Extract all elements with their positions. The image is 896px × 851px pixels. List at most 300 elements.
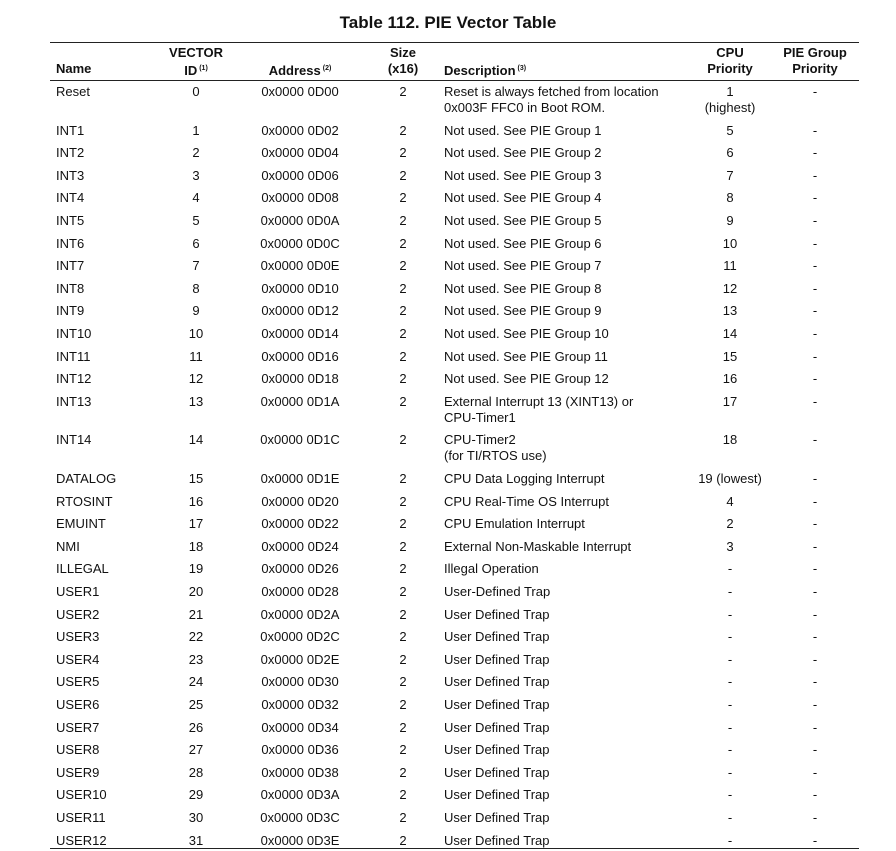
cell-cpu-priority-line: 18 bbox=[722, 432, 738, 448]
cell-pie-priority: - bbox=[812, 213, 818, 228]
cell-description bbox=[444, 281, 684, 297]
cell-address: 0x0000 0D14 bbox=[261, 326, 339, 341]
cell-description bbox=[444, 371, 684, 387]
cell-cpu-priority bbox=[680, 123, 780, 139]
cell-size: 2 bbox=[399, 190, 407, 206]
cell-description bbox=[444, 584, 684, 600]
header-size-line1: Size bbox=[389, 45, 416, 60]
cell-pie-priority: - bbox=[812, 764, 818, 780]
cell-description-line: CPU-Timer1 bbox=[444, 409, 516, 425]
cell-name: INT4 bbox=[56, 190, 85, 206]
cell-cpu-priority-line: - bbox=[727, 697, 733, 712]
cell-size: 2 bbox=[399, 471, 407, 486]
cell-name: INT9 bbox=[56, 303, 85, 319]
cell-description bbox=[444, 674, 684, 690]
cell-size: 2 bbox=[399, 213, 407, 228]
cell-description bbox=[444, 629, 684, 645]
cell-cpu-priority-line: - bbox=[727, 651, 733, 667]
cell-description bbox=[444, 168, 684, 184]
cell-pie-priority: - bbox=[812, 235, 818, 251]
cell-vector-id: 8 bbox=[192, 280, 200, 296]
cell-vector-id: 3 bbox=[192, 167, 200, 183]
cell-cpu-priority bbox=[680, 236, 780, 252]
cell-pie-priority: - bbox=[812, 258, 818, 274]
cell-pie-priority: - bbox=[812, 84, 818, 99]
cell-pie-priority: - bbox=[812, 167, 818, 183]
cell-vector-id: 4 bbox=[192, 190, 200, 206]
cell-address: 0x0000 0D2E bbox=[260, 651, 340, 667]
cell-cpu-priority-line: - bbox=[727, 742, 733, 758]
cell-description bbox=[444, 258, 684, 274]
cell-description-line: User Defined Trap bbox=[444, 742, 550, 758]
cell-cpu-priority bbox=[680, 607, 780, 623]
cell-cpu-priority-line: 11 bbox=[723, 258, 737, 274]
cell-address: 0x0000 0D26 bbox=[261, 561, 339, 577]
cell-description-line: CPU Emulation Interrupt bbox=[444, 516, 585, 532]
cell-cpu-priority-line: - bbox=[727, 832, 733, 848]
cell-name: USER11 bbox=[56, 810, 106, 825]
table-bottom-rule bbox=[50, 848, 859, 849]
cell-cpu-priority bbox=[680, 349, 780, 365]
cell-name: INT6 bbox=[56, 235, 85, 251]
cell-cpu-priority-line: 7 bbox=[726, 167, 734, 183]
cell-cpu-priority bbox=[680, 168, 780, 184]
cell-address: 0x0000 0D38 bbox=[261, 764, 339, 780]
cell-size: 2 bbox=[399, 122, 407, 138]
cell-cpu-priority-line: 12 bbox=[722, 280, 738, 296]
cell-description bbox=[444, 236, 684, 252]
cell-cpu-priority-line: 19 (lowest) bbox=[698, 471, 762, 486]
cell-size: 2 bbox=[399, 326, 407, 341]
cell-size: 2 bbox=[399, 235, 407, 251]
cell-cpu-priority bbox=[680, 494, 780, 510]
cell-description-line: Not used. See PIE Group 7 bbox=[444, 258, 602, 274]
cell-vector-id: 13 bbox=[188, 393, 204, 409]
cell-description-line: Not used. See PIE Group 9 bbox=[444, 303, 602, 319]
cell-vector-id: 25 bbox=[188, 697, 204, 712]
cell-description bbox=[444, 123, 684, 139]
cell-vector-id: 1 bbox=[192, 122, 200, 138]
cell-pie-priority: - bbox=[812, 393, 818, 409]
cell-name: EMUINT bbox=[56, 516, 106, 532]
cell-size: 2 bbox=[399, 606, 407, 622]
cell-size: 2 bbox=[399, 303, 407, 319]
cell-vector-id: 31 bbox=[188, 832, 204, 848]
cell-description-line: 0x003F FFC0 in Boot ROM. bbox=[444, 100, 606, 115]
header-pie-line1: PIE Group bbox=[783, 45, 847, 60]
cell-pie-priority: - bbox=[812, 516, 818, 532]
cell-pie-priority: - bbox=[812, 493, 818, 509]
cell-address: 0x0000 0D0C bbox=[260, 235, 340, 251]
cell-pie-priority: - bbox=[812, 326, 818, 341]
cell-description bbox=[444, 787, 684, 803]
cell-cpu-priority-line: 8 bbox=[726, 190, 734, 206]
cell-pie-priority: - bbox=[812, 651, 818, 667]
cell-vector-id: 26 bbox=[188, 719, 204, 735]
cell-pie-priority: - bbox=[812, 371, 818, 387]
cell-description-line: External Interrupt 13 (XINT13) or bbox=[444, 393, 634, 409]
cell-vector-id: 19 bbox=[188, 561, 204, 577]
cell-address: 0x0000 0D3C bbox=[260, 810, 340, 825]
cell-vector-id: 9 bbox=[192, 303, 200, 319]
cell-description-line: Not used. See PIE Group 5 bbox=[444, 213, 602, 228]
cell-cpu-priority-line: - bbox=[727, 719, 733, 735]
cell-description-line: External Non-Maskable Interrupt bbox=[444, 538, 632, 554]
cell-vector-id: 2 bbox=[192, 145, 200, 161]
cell-name: INT13 bbox=[56, 393, 92, 409]
footnote-ref-2: (2) bbox=[322, 65, 332, 72]
cell-name: RTOSINT bbox=[56, 493, 113, 509]
cell-size: 2 bbox=[399, 584, 407, 599]
footnote-ref-1: (1) bbox=[199, 65, 208, 72]
cell-size: 2 bbox=[399, 810, 407, 825]
cell-name: ILLEGAL bbox=[56, 561, 109, 577]
cell-size: 2 bbox=[399, 145, 407, 161]
cell-cpu-priority bbox=[680, 561, 780, 577]
cell-cpu-priority-line: 6 bbox=[726, 145, 734, 161]
cell-description-line: User-Defined Trap bbox=[444, 584, 551, 599]
cell-description-line: User Defined Trap bbox=[444, 606, 550, 622]
cell-pie-priority: - bbox=[812, 432, 818, 448]
cell-address: 0x0000 0D1C bbox=[260, 432, 340, 448]
cell-pie-priority: - bbox=[812, 190, 818, 206]
cell-vector-id: 15 bbox=[188, 471, 204, 486]
cell-cpu-priority-line: 9 bbox=[726, 213, 734, 228]
cell-cpu-priority-line: 4 bbox=[726, 493, 734, 509]
cell-name: USER7 bbox=[56, 719, 100, 735]
cell-cpu-priority bbox=[680, 810, 780, 826]
cell-description bbox=[444, 303, 684, 319]
cell-name: INT3 bbox=[56, 167, 85, 183]
cell-description bbox=[444, 561, 684, 577]
cell-cpu-priority bbox=[680, 326, 780, 342]
cell-pie-priority: - bbox=[812, 832, 818, 848]
cell-cpu-priority bbox=[680, 787, 780, 803]
header-name-label: Name bbox=[56, 61, 92, 76]
cell-vector-id: 28 bbox=[188, 764, 204, 780]
cell-name: USER2 bbox=[56, 606, 100, 622]
cell-cpu-priority-line: - bbox=[727, 787, 733, 803]
cell-address: 0x0000 0D10 bbox=[261, 280, 339, 296]
cell-description-line: Not used. See PIE Group 2 bbox=[444, 145, 602, 161]
cell-cpu-priority-line: 15 bbox=[722, 348, 738, 364]
cell-address: 0x0000 0D28 bbox=[261, 584, 339, 599]
cell-vector-id: 11 bbox=[189, 348, 203, 364]
cell-cpu-priority-line: - bbox=[727, 674, 733, 690]
cell-size: 2 bbox=[399, 787, 407, 803]
cell-cpu-priority bbox=[680, 432, 780, 448]
cell-description-line: Not used. See PIE Group 8 bbox=[444, 280, 602, 296]
cell-size: 2 bbox=[399, 516, 407, 532]
cell-name: USER6 bbox=[56, 697, 100, 712]
cell-vector-id: 27 bbox=[188, 742, 204, 758]
cell-description bbox=[444, 697, 684, 713]
cell-description bbox=[444, 652, 684, 668]
cell-vector-id: 20 bbox=[188, 584, 204, 599]
cell-cpu-priority-line: - bbox=[727, 606, 733, 622]
cell-address: 0x0000 0D0E bbox=[260, 258, 340, 274]
cell-description bbox=[444, 349, 684, 365]
cell-name: INT5 bbox=[56, 213, 85, 228]
cell-cpu-priority bbox=[680, 281, 780, 297]
cell-size: 2 bbox=[399, 432, 407, 448]
cell-description bbox=[444, 607, 684, 623]
cell-description bbox=[444, 84, 684, 116]
footnote-ref-3: (3) bbox=[517, 65, 527, 72]
cell-address: 0x0000 0D06 bbox=[261, 167, 339, 183]
cell-name: USER1 bbox=[56, 584, 100, 599]
cell-cpu-priority-line: 3 bbox=[726, 538, 734, 554]
cell-description-line: User Defined Trap bbox=[444, 810, 550, 825]
cell-vector-id: 14 bbox=[188, 432, 204, 448]
cell-vector-id: 12 bbox=[188, 371, 204, 387]
cell-address: 0x0000 0D16 bbox=[261, 348, 339, 364]
cell-description bbox=[444, 213, 684, 229]
cell-description bbox=[444, 190, 684, 206]
cell-size: 2 bbox=[399, 167, 407, 183]
cell-pie-priority: - bbox=[812, 145, 818, 161]
cell-cpu-priority-line: 5 bbox=[726, 122, 734, 138]
cell-cpu-priority-line: (highest) bbox=[704, 100, 756, 115]
header-description: Description $^{(3)}$ bbox=[444, 63, 527, 78]
cell-description-line: Not used. See PIE Group 10 bbox=[444, 326, 609, 341]
cell-pie-priority: - bbox=[812, 584, 818, 599]
cell-pie-priority: - bbox=[812, 810, 818, 825]
cell-address: 0x0000 0D3A bbox=[260, 787, 340, 803]
cell-address: 0x0000 0D24 bbox=[261, 538, 339, 554]
cell-description bbox=[444, 471, 684, 487]
cell-address: 0x0000 0D02 bbox=[261, 122, 339, 138]
cell-size: 2 bbox=[399, 832, 407, 848]
cell-name: USER9 bbox=[56, 764, 100, 780]
cell-name: DATALOG bbox=[56, 471, 117, 486]
cell-pie-priority: - bbox=[812, 561, 818, 577]
cell-description bbox=[444, 720, 684, 736]
cell-size: 2 bbox=[399, 697, 407, 712]
cell-vector-id: 7 bbox=[192, 258, 200, 274]
cell-size: 2 bbox=[399, 493, 407, 509]
header-vector-id-line2: ID $^{(1)}$ bbox=[184, 63, 208, 78]
cell-size: 2 bbox=[399, 371, 407, 387]
cell-name: INT10 bbox=[56, 326, 92, 341]
cell-cpu-priority bbox=[680, 765, 780, 781]
cell-address: 0x0000 0D2C bbox=[260, 629, 340, 645]
cell-description-line: User Defined Trap bbox=[444, 764, 550, 780]
cell-name: INT11 bbox=[56, 348, 91, 364]
header-address: Address $^{(2)}$ bbox=[268, 63, 332, 78]
cell-name: NMI bbox=[56, 538, 80, 554]
cell-address: 0x0000 0D30 bbox=[261, 674, 339, 690]
cell-description-line: User Defined Trap bbox=[444, 719, 550, 735]
table-title: Table 112. PIE Vector Table bbox=[339, 13, 557, 32]
cell-pie-priority: - bbox=[812, 787, 818, 803]
cell-address: 0x0000 0D12 bbox=[261, 303, 339, 319]
cell-vector-id: 29 bbox=[188, 787, 204, 803]
cell-description bbox=[444, 516, 684, 532]
cell-description-line: Not used. See PIE Group 6 bbox=[444, 235, 602, 251]
cell-vector-id: 0 bbox=[192, 84, 200, 99]
cell-vector-id: 10 bbox=[188, 326, 204, 341]
cell-size: 2 bbox=[399, 561, 407, 577]
cell-vector-id: 24 bbox=[188, 674, 204, 690]
cell-description-line: User Defined Trap bbox=[444, 674, 550, 690]
cell-vector-id: 16 bbox=[188, 493, 204, 509]
cell-address: 0x0000 0D20 bbox=[261, 493, 339, 509]
cell-cpu-priority-line: 17 bbox=[722, 393, 738, 409]
cell-description-line: CPU Real-Time OS Interrupt bbox=[444, 493, 609, 509]
cell-description bbox=[444, 765, 684, 781]
header-pie-line2: Priority bbox=[792, 61, 838, 76]
cell-pie-priority: - bbox=[812, 674, 818, 690]
cell-address: 0x0000 0D04 bbox=[261, 145, 339, 161]
cell-name: Reset bbox=[56, 84, 90, 99]
cell-description bbox=[444, 810, 684, 826]
cell-description-line: Illegal Operation bbox=[444, 561, 539, 577]
cell-description bbox=[444, 539, 684, 555]
cell-vector-id: 23 bbox=[188, 651, 204, 667]
cell-vector-id: 18 bbox=[188, 538, 204, 554]
cell-cpu-priority bbox=[680, 258, 780, 274]
cell-description bbox=[444, 394, 684, 426]
cell-cpu-priority bbox=[680, 145, 780, 161]
cell-pie-priority: - bbox=[812, 303, 818, 319]
cell-description-line: User Defined Trap bbox=[444, 651, 550, 667]
cell-size: 2 bbox=[399, 719, 407, 735]
cell-address: 0x0000 0D18 bbox=[261, 371, 339, 387]
cell-pie-priority: - bbox=[812, 538, 818, 554]
cell-pie-priority: - bbox=[812, 697, 818, 712]
cell-size: 2 bbox=[399, 538, 407, 554]
cell-name: INT1 bbox=[56, 122, 85, 138]
header-vector-id-line1: VECTOR bbox=[169, 45, 223, 60]
cell-description bbox=[444, 432, 684, 464]
cell-cpu-priority-line: 16 bbox=[722, 371, 738, 387]
cell-cpu-priority bbox=[680, 629, 780, 645]
cell-cpu-priority-line: 13 bbox=[722, 303, 738, 319]
cell-cpu-priority bbox=[680, 394, 780, 410]
cell-address: 0x0000 0D1A bbox=[260, 393, 340, 409]
header-size-line2: (x16) bbox=[387, 61, 419, 76]
cell-pie-priority: - bbox=[812, 348, 818, 364]
cell-name: USER5 bbox=[56, 674, 100, 690]
cell-cpu-priority bbox=[680, 584, 780, 600]
cell-cpu-priority bbox=[680, 674, 780, 690]
cell-description-line: User Defined Trap bbox=[444, 697, 550, 712]
cell-cpu-priority-line: 10 bbox=[722, 235, 738, 251]
cell-description-line: Not used. See PIE Group 4 bbox=[444, 190, 602, 206]
cell-name: INT7 bbox=[56, 258, 85, 274]
cell-cpu-priority-line: - bbox=[727, 764, 733, 780]
cell-cpu-priority bbox=[680, 720, 780, 736]
cell-name: INT14 bbox=[56, 432, 92, 448]
cell-cpu-priority bbox=[680, 371, 780, 387]
cell-description bbox=[444, 742, 684, 758]
cell-description-line: Not used. See PIE Group 12 bbox=[444, 371, 609, 387]
cell-size: 2 bbox=[399, 280, 407, 296]
cell-description-line: User Defined Trap bbox=[444, 832, 550, 848]
cell-address: 0x0000 0D2A bbox=[260, 606, 340, 622]
cell-cpu-priority bbox=[680, 213, 780, 229]
cell-name: USER4 bbox=[56, 651, 100, 667]
cell-name: INT2 bbox=[56, 145, 85, 161]
cell-size: 2 bbox=[399, 742, 407, 758]
cell-cpu-priority bbox=[680, 303, 780, 319]
cell-cpu-priority bbox=[680, 190, 780, 206]
cell-description-line: Reset is always fetched from location bbox=[444, 84, 659, 99]
cell-description-line: Not used. See PIE Group 3 bbox=[444, 167, 602, 183]
cell-address: 0x0000 0D1E bbox=[260, 471, 340, 486]
cell-description-line: CPU Data Logging Interrupt bbox=[444, 471, 605, 486]
cell-vector-id: 21 bbox=[188, 606, 204, 622]
cell-name: USER12 bbox=[56, 832, 107, 848]
cell-description-line: (for TI/RTOS use) bbox=[444, 448, 547, 464]
cell-name: INT12 bbox=[56, 371, 92, 387]
cell-name: USER10 bbox=[56, 787, 107, 803]
header-cpu-line2: Priority bbox=[707, 61, 753, 76]
cell-size: 2 bbox=[399, 258, 407, 274]
cell-cpu-priority-line: 1 bbox=[726, 84, 734, 99]
cell-address: 0x0000 0D22 bbox=[261, 516, 339, 532]
cell-cpu-priority-line: 14 bbox=[722, 326, 738, 341]
cell-description bbox=[444, 494, 684, 510]
cell-cpu-priority bbox=[680, 833, 780, 849]
cell-address: 0x0000 0D34 bbox=[261, 719, 339, 735]
cell-description-line: User Defined Trap bbox=[444, 629, 550, 645]
cell-size: 2 bbox=[399, 651, 407, 667]
cell-address: 0x0000 0D00 bbox=[261, 84, 339, 99]
cell-description-line: User Defined Trap bbox=[444, 787, 550, 803]
cell-cpu-priority bbox=[680, 471, 780, 487]
cell-description-line: CPU-Timer2 bbox=[444, 432, 516, 448]
cell-pie-priority: - bbox=[812, 629, 818, 645]
cell-cpu-priority bbox=[680, 697, 780, 713]
cell-address: 0x0000 0D3E bbox=[260, 832, 340, 848]
cell-size: 2 bbox=[399, 348, 407, 364]
cell-size: 2 bbox=[399, 629, 407, 645]
cell-vector-id: 17 bbox=[188, 516, 204, 532]
cell-size: 2 bbox=[399, 674, 407, 690]
cell-cpu-priority-line: - bbox=[727, 584, 733, 599]
header-cpu-line1: CPU bbox=[716, 45, 744, 60]
cell-address: 0x0000 0D0A bbox=[260, 213, 340, 228]
cell-pie-priority: - bbox=[812, 122, 818, 138]
cell-pie-priority: - bbox=[812, 471, 818, 486]
cell-name: USER8 bbox=[56, 742, 100, 758]
cell-vector-id: 5 bbox=[192, 213, 200, 228]
cell-cpu-priority bbox=[680, 516, 780, 532]
cell-name: INT8 bbox=[56, 280, 85, 296]
cell-pie-priority: - bbox=[812, 742, 818, 758]
cell-size: 2 bbox=[399, 764, 407, 780]
cell-description bbox=[444, 833, 684, 849]
cell-pie-priority: - bbox=[812, 280, 818, 296]
cell-pie-priority: - bbox=[812, 719, 818, 735]
cell-cpu-priority bbox=[680, 742, 780, 758]
cell-cpu-priority-line: - bbox=[727, 810, 733, 825]
cell-cpu-priority-line: - bbox=[727, 561, 733, 577]
cell-description bbox=[444, 326, 684, 342]
cell-description-line: Not used. See PIE Group 1 bbox=[444, 122, 602, 138]
cell-size: 2 bbox=[399, 393, 407, 409]
cell-address: 0x0000 0D32 bbox=[261, 697, 339, 712]
cell-address: 0x0000 0D36 bbox=[261, 742, 339, 758]
cell-size: 2 bbox=[399, 84, 407, 99]
cell-description-line: Not used. See PIE Group 11 bbox=[444, 348, 608, 364]
cell-name: USER3 bbox=[56, 629, 100, 645]
cell-cpu-priority-line: - bbox=[727, 629, 733, 645]
cell-vector-id: 22 bbox=[188, 629, 204, 645]
cell-pie-priority: - bbox=[812, 606, 818, 622]
